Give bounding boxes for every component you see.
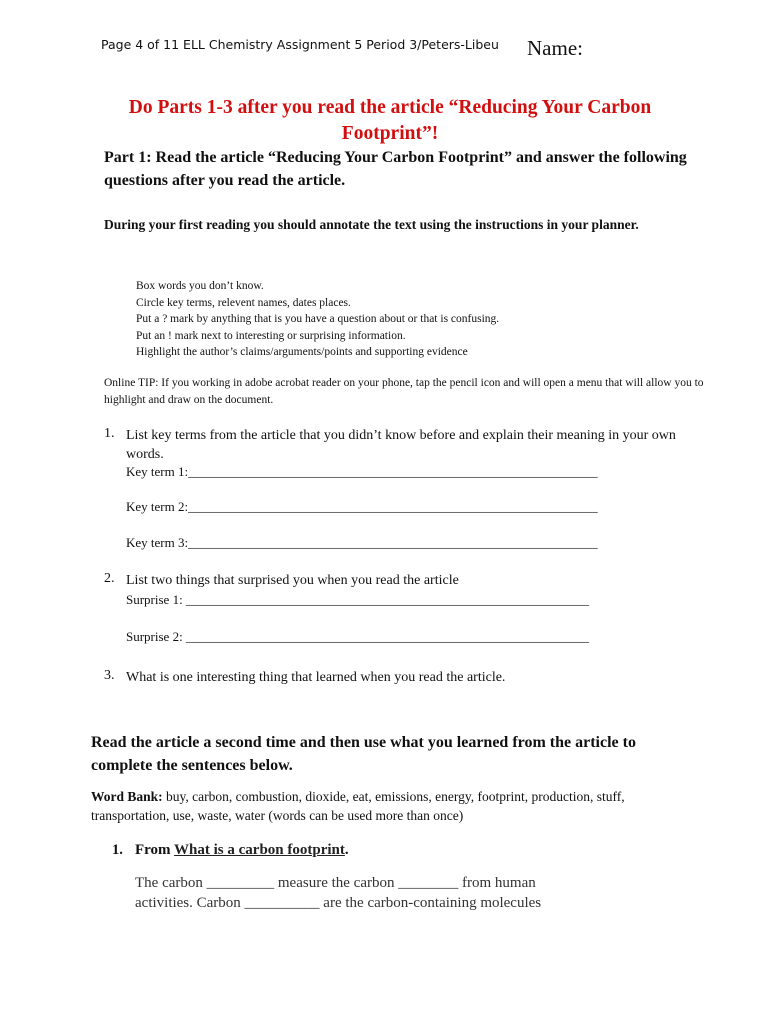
surprise-2-field[interactable]: Surprise 2: ______________________________________________________________	[126, 629, 589, 644]
article-section-link[interactable]: What is a carbon footprint	[174, 842, 345, 858]
question-number: 2.	[104, 571, 115, 586]
word-bank-label: Word Bank:	[91, 789, 163, 804]
part1-heading: Part 1: Read the article “Reducing Your Carbon Footprint” and answer the following questions after you read the article.	[104, 149, 687, 189]
instruction-item: Highlight the author’s claims/arguments/points and supporting evidence	[136, 346, 468, 359]
sub-question-number: 1.	[112, 842, 123, 858]
question-1-text: List key terms from the article that you didn’t know before and explain their meaning in your own words.	[126, 428, 676, 462]
section-2-heading: Read the article a second time and then use what you learned from the article to complete the sentences below.	[91, 734, 636, 774]
key-term-3-field[interactable]: Key term 3:_______________________________________________________________	[126, 535, 598, 550]
instruction-item: Circle key terms, relevent names, dates places.	[136, 296, 351, 309]
sentence-line: activities. Carbon __________ are the carbon-containing molecules	[135, 895, 542, 911]
key-term-1-field[interactable]: Key term 1:_______________________________________________________________	[126, 464, 598, 479]
annotation-instruction-list	[136, 278, 499, 361]
word-bank-words: buy, carbon, combustion, dioxide, eat, emissions, energy, footprint, production, stuff, transportation, use, waste, water (words can be used more than once)	[91, 789, 625, 823]
assignment-title: Do Parts 1-3 after you read the article “Reducing Your Carbon Footprint”!	[128, 97, 652, 144]
question-number: 3.	[104, 668, 115, 683]
from-suffix: .	[344, 842, 349, 858]
name-label: Name:	[527, 36, 583, 60]
word-bank	[91, 787, 701, 825]
fill-in-sentences	[135, 873, 655, 913]
surprise-1-field[interactable]: Surprise 1: ______________________________________________________________	[126, 592, 589, 607]
instruction-item: Box words you don’t know.	[136, 280, 264, 292]
key-term-2-field[interactable]: Key term 2:_______________________________________________________________	[126, 499, 598, 514]
question-2-text: List two things that surprised you when you read the article	[126, 573, 459, 588]
annotation-instructions-heading: During your first reading you should annotate the text using the instructions in your planner.	[104, 217, 639, 232]
online-tip: Online TIP: If you working in adobe acrobat reader on your phone, tap the pencil icon and will open a menu that will allow you to highlight and draw on the document.	[104, 377, 704, 406]
from-heading	[135, 842, 349, 859]
from-prefix: From	[135, 842, 175, 858]
instruction-item: Put an ! mark next to interesting or surprising information.	[136, 329, 406, 342]
instruction-item: Put a ? mark by anything that is you have a question about or that is confusing.	[136, 313, 500, 326]
question-number: 1.	[104, 426, 115, 441]
page-header-meta: Page 4 of 11 ELL Chemistry Assignment 5 Period 3/Peters-Libeu	[101, 37, 499, 52]
question-3-text: What is one interesting thing that learned when you read the article.	[126, 670, 506, 685]
sentence-line: The carbon _________ measure the carbon ________ from human	[135, 875, 536, 891]
